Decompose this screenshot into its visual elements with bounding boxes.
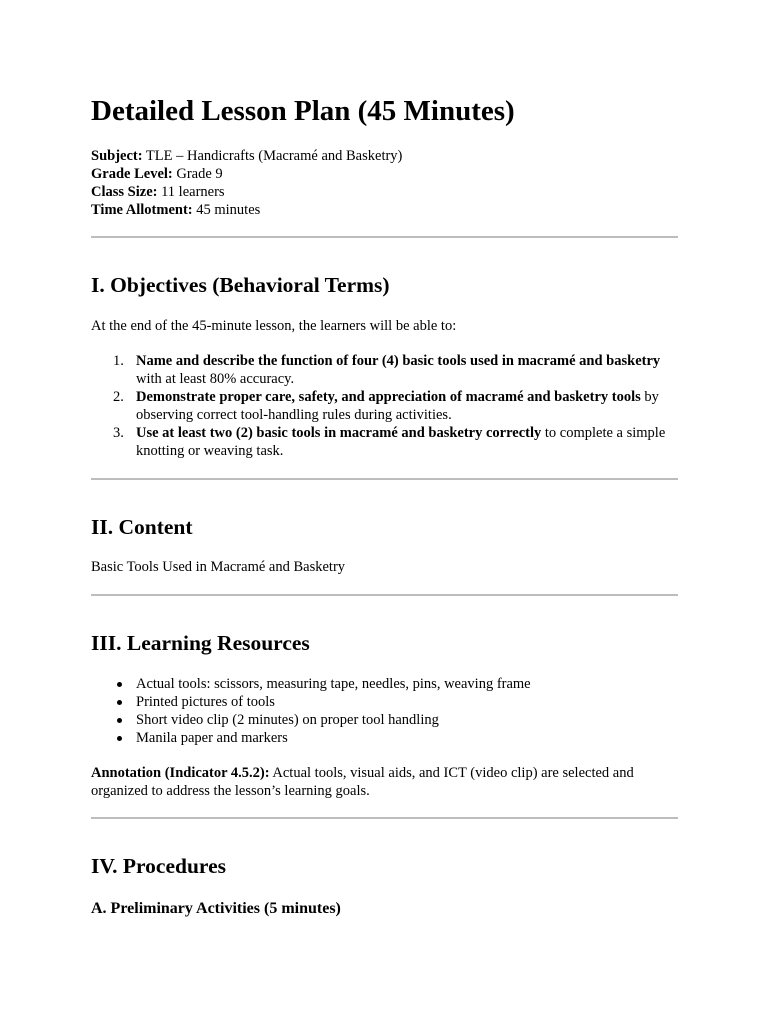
meta-grade-level <box>91 165 402 183</box>
objectives-list <box>91 352 678 460</box>
document-title: Detailed Lesson Plan (45 Minutes) <box>91 95 515 127</box>
meta-label: Time Allotment: <box>91 202 193 218</box>
objectives-heading: I. Objectives (Behavioral Terms) <box>91 273 390 297</box>
list-item <box>91 693 678 711</box>
meta-label: Class Size: <box>91 184 158 200</box>
annotation-text: Actual tools, visual aids, and ICT (video clip) are selected and organized to address the lesson’s learning goals. <box>91 765 634 799</box>
bullet-icon <box>117 682 122 687</box>
resource-text: Actual tools: scissors, measuring tape, needles, pins, weaving frame <box>136 676 531 692</box>
section-divider <box>91 817 678 819</box>
bullet-icon <box>117 700 122 705</box>
list-item <box>91 711 678 729</box>
content-heading: II. Content <box>91 515 193 539</box>
objectives-intro: At the end of the 45-minute lesson, the learners will be able to: <box>91 318 457 334</box>
list-number: 3. <box>113 425 124 441</box>
meta-time-allotment <box>91 201 402 219</box>
list-item <box>91 675 678 693</box>
meta-value: Grade 9 <box>172 166 223 182</box>
objective-key-text: Use at least two (2) basic tools in macramé and basketry correctly <box>136 425 542 441</box>
annotation-label: Annotation (Indicator 4.5.2): <box>91 765 270 781</box>
resources-list <box>91 675 678 747</box>
list-number: 2. <box>113 389 124 405</box>
meta-class-size <box>91 183 402 201</box>
list-number: 1. <box>113 353 124 369</box>
meta-label: Subject: <box>91 148 143 164</box>
meta-value: TLE – Handicrafts (Macramé and Basketry) <box>142 148 403 164</box>
objective-rest-text: by observing correct tool-handling rules during activities. <box>136 389 659 423</box>
resource-text: Printed pictures of tools <box>136 694 275 710</box>
resource-text: Short video clip (2 minutes) on proper tool handling <box>136 712 439 728</box>
section-divider <box>91 236 678 238</box>
annotation-paragraph <box>91 764 678 800</box>
objective-key-text: Demonstrate proper care, safety, and appreciation of macramé and basketry tools <box>136 389 641 405</box>
meta-label: Grade Level: <box>91 166 173 182</box>
list-item <box>91 388 678 424</box>
list-item <box>91 352 678 388</box>
procedures-heading: IV. Procedures <box>91 854 226 878</box>
meta-value: 11 learners <box>157 184 225 200</box>
objective-rest-text: to complete a simple knotting or weaving task. <box>136 425 666 459</box>
list-item <box>91 729 678 747</box>
objective-rest-text: with at least 80% accuracy. <box>136 371 295 387</box>
list-item <box>91 424 678 460</box>
bullet-icon <box>117 736 122 741</box>
content-text: Basic Tools Used in Macramé and Basketry <box>91 559 346 575</box>
bullet-icon <box>117 718 122 723</box>
resources-heading: III. Learning Resources <box>91 631 310 655</box>
meta-value: 45 minutes <box>192 202 261 218</box>
lesson-meta <box>91 147 402 219</box>
preliminary-activities-heading: A. Preliminary Activities (5 minutes) <box>91 900 341 917</box>
meta-subject <box>91 147 402 165</box>
section-divider <box>91 478 678 480</box>
section-divider <box>91 594 678 596</box>
resource-text: Manila paper and markers <box>136 730 288 746</box>
objective-key-text: Name and describe the function of four (4) basic tools used in macramé and basketry <box>136 353 661 369</box>
